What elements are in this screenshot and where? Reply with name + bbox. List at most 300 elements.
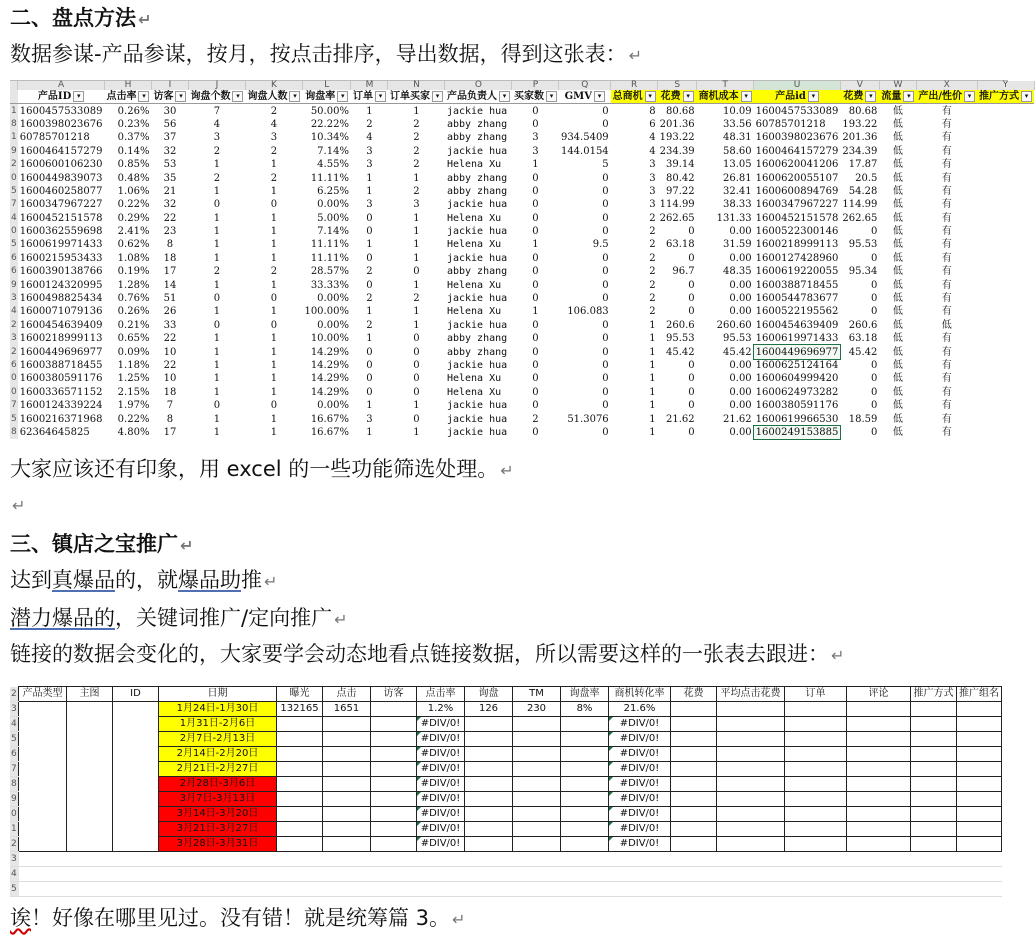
table-cell bbox=[957, 792, 1002, 807]
table-cell: 低 bbox=[892, 319, 903, 331]
table-cell: 39.14 bbox=[666, 159, 695, 171]
table-cell: 26 bbox=[163, 306, 177, 318]
table-cell bbox=[19, 702, 67, 717]
text-segment: 推 bbox=[241, 568, 262, 592]
filter-dropdown-icon[interactable]: ▾ bbox=[741, 91, 752, 102]
table-cell: 14.29% bbox=[310, 346, 349, 358]
table-cell bbox=[785, 762, 847, 777]
table-cell: 1600624973282 bbox=[755, 386, 839, 398]
table-cell bbox=[19, 822, 67, 837]
table-cell: 20.5 bbox=[855, 172, 878, 184]
table-cell: 0.00 bbox=[729, 226, 752, 238]
table-cell bbox=[785, 822, 847, 837]
table-cell: 0.85% bbox=[117, 159, 150, 171]
table-cell: 10.34% bbox=[310, 132, 349, 144]
header-cell bbox=[512, 90, 559, 104]
table-cell: 1 bbox=[649, 413, 656, 425]
table-row bbox=[10, 717, 1002, 732]
table-cell bbox=[957, 837, 1002, 852]
table-cell bbox=[19, 867, 67, 882]
table-cell: 0 bbox=[532, 118, 539, 130]
table-cell: 0 bbox=[532, 105, 539, 117]
column-letter: Q bbox=[559, 81, 611, 90]
table-cell: 有 bbox=[941, 239, 952, 251]
table-cell bbox=[671, 852, 717, 867]
table-cell bbox=[717, 717, 785, 732]
table-cell bbox=[957, 852, 1002, 867]
table-row bbox=[10, 345, 1034, 358]
table-cell: 260.6 bbox=[848, 319, 878, 331]
table-cell: 0.37% bbox=[117, 132, 150, 144]
table-cell: 1600449839073 bbox=[19, 172, 103, 184]
table-cell: jackie hua bbox=[446, 145, 508, 157]
table-cell: 0.00 bbox=[729, 252, 752, 264]
table-cell bbox=[513, 717, 561, 732]
table-cell bbox=[67, 882, 113, 897]
table-cell: 201.36 bbox=[842, 132, 878, 144]
table-cell: 0.23% bbox=[117, 118, 150, 130]
table-cell: Helena Xu bbox=[446, 239, 502, 251]
table-cell bbox=[671, 822, 717, 837]
table-cell: 0 bbox=[871, 400, 878, 412]
table-cell bbox=[277, 807, 323, 822]
table-cell: 4 bbox=[649, 132, 656, 144]
table-cell: 0.00 bbox=[729, 426, 752, 438]
table-cell: 114.99 bbox=[842, 199, 878, 211]
table-cell: 3 bbox=[649, 172, 656, 184]
table-cell: 有 bbox=[941, 252, 952, 264]
header-cell bbox=[658, 90, 697, 104]
table-cell: 1600457533089 bbox=[19, 105, 103, 117]
header-label: 总商机 bbox=[612, 91, 643, 103]
table-cell: 2 bbox=[532, 413, 539, 425]
table-cell bbox=[417, 852, 465, 867]
table-cell bbox=[323, 852, 371, 867]
table-cell bbox=[671, 882, 717, 897]
table-cell: 1.25% bbox=[117, 373, 150, 385]
table-cell: 0 bbox=[688, 400, 695, 412]
table-cell bbox=[277, 837, 323, 852]
table-cell: 0 bbox=[602, 319, 609, 331]
table-cell: 0.00 bbox=[729, 373, 752, 385]
table-cell: 4.55% bbox=[317, 159, 349, 171]
table-cell bbox=[911, 747, 957, 762]
table-cell bbox=[785, 717, 847, 732]
row-number: 5 bbox=[10, 238, 18, 251]
table-cell bbox=[513, 852, 561, 867]
text-segment: ，关键词推广/定向推广 bbox=[115, 606, 333, 630]
table-row bbox=[10, 732, 1002, 747]
table-row bbox=[10, 104, 1034, 118]
table-cell: 234.39 bbox=[659, 145, 695, 157]
table-cell bbox=[977, 238, 1034, 251]
table-cell: 21.6% bbox=[609, 702, 671, 717]
table-cell: 0 bbox=[602, 252, 609, 264]
filter-dropdown-icon[interactable]: ▾ bbox=[73, 91, 84, 102]
header-cell: 曝光 bbox=[277, 687, 323, 702]
table-cell: 0 bbox=[532, 185, 539, 197]
table-cell bbox=[113, 882, 159, 897]
table-cell: 1600347967227 bbox=[19, 199, 103, 211]
table-cell: 0 bbox=[871, 226, 878, 238]
filter-dropdown-icon[interactable]: ▾ bbox=[499, 91, 510, 102]
table-cell bbox=[371, 837, 417, 852]
table-cell: 1 bbox=[213, 159, 221, 171]
table-cell: 2 bbox=[649, 279, 656, 291]
table-cell bbox=[785, 867, 847, 882]
table-cell bbox=[19, 882, 67, 897]
table-cell bbox=[19, 777, 67, 792]
table-cell bbox=[561, 822, 609, 837]
table-cell bbox=[113, 732, 159, 747]
table-cell: 3 bbox=[270, 132, 278, 144]
table-cell bbox=[277, 792, 323, 807]
row-number: 3 bbox=[10, 852, 19, 867]
table-cell: 97.22 bbox=[666, 185, 695, 197]
table-cell: 有 bbox=[941, 279, 952, 291]
table-cell: 45.42 bbox=[723, 346, 752, 358]
filter-dropdown-icon[interactable]: ▾ bbox=[337, 91, 348, 102]
table-cell: 262.65 bbox=[842, 212, 878, 224]
table-cell: 0.48% bbox=[117, 172, 150, 184]
table-cell: 1600619966530 bbox=[755, 413, 839, 425]
table-cell: 0 bbox=[688, 426, 695, 438]
table-cell: 2 bbox=[366, 293, 373, 305]
table-cell: 1600454639409 bbox=[19, 319, 103, 331]
row-number: 8 bbox=[10, 426, 18, 439]
table-row bbox=[10, 238, 1034, 251]
table-cell: 1 bbox=[213, 333, 221, 345]
table-cell: 3 bbox=[213, 132, 221, 144]
table-cell: 1 bbox=[270, 185, 278, 197]
table-cell bbox=[159, 852, 277, 867]
table-cell: 0 bbox=[602, 199, 609, 211]
table-cell bbox=[417, 882, 465, 897]
table-cell bbox=[847, 747, 911, 762]
table-cell: 1 bbox=[213, 386, 221, 398]
table-cell: 1600460258077 bbox=[19, 185, 103, 197]
table-cell bbox=[371, 717, 417, 732]
table-cell: #DIV/0! bbox=[417, 717, 465, 732]
column-letter: I bbox=[151, 81, 188, 90]
header-cell: 评论 bbox=[847, 687, 911, 702]
table-cell bbox=[513, 747, 561, 762]
table-cell bbox=[977, 145, 1034, 158]
table-cell: 3 bbox=[366, 145, 373, 157]
table-cell: jackie hua bbox=[446, 413, 508, 425]
table-cell bbox=[277, 762, 323, 777]
table-cell bbox=[847, 762, 911, 777]
filter-dropdown-icon[interactable]: ▾ bbox=[432, 91, 443, 102]
row-number: 8 bbox=[10, 777, 19, 792]
table-cell bbox=[977, 386, 1034, 399]
table-cell bbox=[371, 732, 417, 747]
header-cell bbox=[18, 90, 105, 104]
filter-dropdown-icon[interactable]: ▾ bbox=[138, 91, 149, 102]
table-cell: 1.97% bbox=[117, 400, 150, 412]
table-cell bbox=[277, 882, 323, 897]
table-cell: 0 bbox=[532, 426, 539, 438]
header-cell bbox=[916, 90, 977, 104]
table-cell: 0.26% bbox=[117, 306, 150, 318]
table-cell bbox=[785, 807, 847, 822]
table-row bbox=[10, 359, 1034, 372]
tracking-spreadsheet bbox=[10, 686, 1007, 894]
table-cell: 低 bbox=[892, 132, 903, 144]
product-data-table bbox=[10, 81, 1035, 439]
table-row bbox=[10, 171, 1034, 184]
section-heading-3 bbox=[10, 530, 193, 560]
row-number: 6 bbox=[10, 359, 18, 372]
paragraph-mark: ↵ bbox=[452, 910, 466, 929]
table-cell: 3 bbox=[366, 413, 373, 425]
table-cell bbox=[277, 867, 323, 882]
filter-dropdown-icon[interactable]: ▾ bbox=[546, 91, 557, 102]
table-cell: 95.53 bbox=[848, 239, 878, 251]
table-cell bbox=[19, 717, 67, 732]
table-cell bbox=[977, 372, 1034, 385]
filter-dropdown-icon[interactable]: ▾ bbox=[175, 91, 186, 102]
paragraph-mark: ↵ bbox=[264, 572, 278, 591]
table-cell: 0.00% bbox=[317, 199, 349, 211]
table-cell bbox=[911, 882, 957, 897]
table-cell: 1 bbox=[366, 105, 373, 117]
underlined-term: 潜力爆品的 bbox=[10, 606, 115, 630]
table-cell: #DIV/0! bbox=[417, 747, 465, 762]
date-cell: 3月21日-3月27日 bbox=[159, 822, 277, 837]
table-cell bbox=[785, 882, 847, 897]
header-label: 产品id bbox=[775, 91, 806, 103]
underlined-term: 真爆品 bbox=[52, 568, 115, 592]
table-cell: 低 bbox=[892, 360, 903, 371]
table-cell bbox=[19, 837, 67, 852]
table-cell: 7 bbox=[166, 400, 174, 412]
column-letter: N bbox=[388, 81, 445, 90]
table-cell: 14 bbox=[163, 279, 177, 291]
table-cell: 低 bbox=[892, 239, 903, 251]
table-cell bbox=[847, 702, 911, 717]
table-cell: 1 bbox=[649, 373, 656, 385]
filter-dropdown-icon[interactable]: ▾ bbox=[375, 91, 386, 102]
table-cell: 0 bbox=[688, 373, 695, 385]
table-cell: 1600215953433 bbox=[19, 252, 103, 264]
filter-dropdown-icon[interactable]: ▾ bbox=[964, 91, 975, 102]
filter-dropdown-icon[interactable]: ▾ bbox=[594, 91, 605, 102]
spellcheck-word: 诶 bbox=[10, 906, 31, 930]
table-cell: 1600218999113 bbox=[755, 239, 839, 251]
filter-dropdown-icon[interactable]: ▾ bbox=[289, 91, 300, 102]
table-cell: 0 bbox=[270, 199, 278, 211]
table-cell: abby zhang bbox=[446, 333, 508, 345]
table-cell bbox=[977, 426, 1034, 439]
header-label: 订单 bbox=[352, 91, 373, 103]
table-cell: 有 bbox=[941, 212, 952, 224]
table-row bbox=[10, 319, 1034, 332]
table-cell: 17 bbox=[163, 426, 177, 438]
table-cell bbox=[671, 762, 717, 777]
table-cell: 1 bbox=[270, 159, 278, 171]
table-cell: jackie hua bbox=[446, 293, 508, 305]
table-cell bbox=[323, 837, 371, 852]
underlined-term: 爆品助 bbox=[178, 568, 241, 592]
row-number: 4 bbox=[10, 305, 18, 318]
table-cell: 2 bbox=[270, 172, 278, 184]
filter-dropdown-icon[interactable]: ▾ bbox=[645, 91, 656, 102]
table-cell bbox=[465, 762, 513, 777]
empty-paragraph bbox=[10, 490, 25, 520]
table-cell: 0 bbox=[532, 333, 539, 345]
table-cell: 2 bbox=[649, 239, 656, 251]
table-cell: 1600600894769 bbox=[755, 185, 839, 197]
header-cell: 推广方式 bbox=[911, 687, 957, 702]
table-cell bbox=[513, 822, 561, 837]
filter-dropdown-icon[interactable]: ▾ bbox=[683, 91, 694, 102]
table-cell: 有 bbox=[941, 426, 952, 438]
table-cell: 1600216371968 bbox=[19, 413, 103, 425]
table-cell bbox=[977, 305, 1034, 318]
header-label: 流量 bbox=[881, 91, 902, 103]
table-cell bbox=[323, 777, 371, 792]
table-cell: 80.42 bbox=[666, 172, 695, 184]
table-cell: 1600619971433 bbox=[755, 333, 839, 345]
table-cell: 0 bbox=[270, 293, 278, 305]
table-cell bbox=[323, 882, 371, 897]
table-cell: Helena Xu bbox=[446, 279, 502, 291]
filter-dropdown-icon[interactable]: ▾ bbox=[903, 91, 914, 102]
table-cell: 7.14% bbox=[317, 145, 349, 157]
filter-dropdown-icon[interactable]: ▾ bbox=[808, 91, 819, 102]
table-cell: 1600522195562 bbox=[755, 306, 839, 318]
table-cell: 0 bbox=[532, 172, 539, 184]
table-cell: 2 bbox=[270, 266, 278, 278]
table-cell: #DIV/0! bbox=[609, 762, 671, 777]
table-row bbox=[10, 426, 1034, 439]
table-cell bbox=[977, 225, 1034, 238]
table-row bbox=[10, 777, 1002, 792]
table-cell: 0 bbox=[532, 279, 539, 291]
header-cell: 询盘 bbox=[465, 687, 513, 702]
table-cell: 低 bbox=[892, 333, 903, 345]
table-cell: #DIV/0! bbox=[417, 822, 465, 837]
table-cell bbox=[717, 807, 785, 822]
table-cell: 1600071079136 bbox=[19, 306, 103, 318]
column-letter: X bbox=[916, 81, 977, 90]
table-cell bbox=[717, 867, 785, 882]
header-cell bbox=[188, 90, 245, 104]
header-cell bbox=[697, 90, 754, 104]
table-cell: 1 bbox=[366, 185, 373, 197]
table-cell: 有 bbox=[941, 266, 952, 278]
paragraph-mark: ↵ bbox=[500, 461, 514, 480]
table-cell bbox=[911, 822, 957, 837]
table-cell: 0 bbox=[602, 118, 609, 130]
table-cell: 0 bbox=[366, 360, 373, 371]
table-cell: 1 bbox=[213, 239, 221, 251]
header-label: 推广方式 bbox=[979, 91, 1020, 103]
table-cell: 100.00% bbox=[304, 306, 349, 318]
table-cell: jackie hua bbox=[446, 199, 508, 211]
table-cell: 1 bbox=[270, 386, 278, 398]
table-cell: 0 bbox=[871, 252, 878, 264]
table-cell bbox=[977, 319, 1034, 332]
table-cell: 1 bbox=[366, 333, 373, 345]
row-number: 2 bbox=[10, 687, 19, 702]
row-number: 7 bbox=[10, 198, 18, 211]
date-cell: 1月24日-1月30日 bbox=[159, 702, 277, 717]
table-cell: 有 bbox=[941, 400, 952, 412]
row-number: 0 bbox=[10, 807, 19, 822]
table-cell bbox=[785, 852, 847, 867]
row-number: 6 bbox=[10, 747, 19, 762]
table-cell bbox=[513, 867, 561, 882]
table-cell: 有 bbox=[941, 360, 952, 371]
table-cell bbox=[911, 732, 957, 747]
line-tracking bbox=[10, 640, 844, 670]
header-cell bbox=[879, 90, 916, 104]
table-cell bbox=[785, 792, 847, 807]
table-row bbox=[10, 412, 1034, 425]
header-cell: 推广组名 bbox=[957, 687, 1002, 702]
table-cell: 63.18 bbox=[848, 333, 878, 345]
table-cell: 6 bbox=[649, 118, 656, 130]
table-cell: 1.06% bbox=[117, 185, 150, 197]
heading-text: 三、镇店之宝推广 bbox=[10, 532, 178, 556]
header-cell: 花费 bbox=[671, 687, 717, 702]
table-cell bbox=[561, 732, 609, 747]
table-cell: 144.0154 bbox=[560, 145, 609, 157]
table-cell bbox=[561, 867, 609, 882]
table-cell bbox=[113, 747, 159, 762]
table-cell bbox=[847, 732, 911, 747]
filter-dropdown-icon[interactable]: ▾ bbox=[865, 91, 876, 102]
column-letter: H bbox=[104, 81, 151, 90]
table-cell bbox=[113, 777, 159, 792]
table-cell: 1600127428960 bbox=[755, 252, 839, 264]
table-cell: 10 bbox=[163, 346, 177, 358]
table-cell: 0 bbox=[413, 386, 420, 398]
table-cell: 95.53 bbox=[723, 333, 752, 345]
table-cell: 1 bbox=[366, 172, 373, 184]
table-cell: #DIV/0! bbox=[417, 762, 465, 777]
table-cell: 1600452151578 bbox=[755, 212, 839, 224]
table-cell: jackie hua bbox=[446, 360, 508, 371]
table-cell: 2.41% bbox=[117, 226, 150, 238]
table-cell bbox=[561, 777, 609, 792]
table-cell bbox=[159, 867, 277, 882]
header-cell: 日期 bbox=[159, 687, 277, 702]
table-row bbox=[10, 198, 1034, 211]
table-cell: #DIV/0! bbox=[417, 777, 465, 792]
table-cell: jackie hua bbox=[446, 400, 508, 412]
table-cell: 80.68 bbox=[848, 105, 878, 117]
table-cell: 0 bbox=[602, 185, 609, 197]
table-cell: 有 bbox=[941, 185, 952, 197]
table-cell: 0.00 bbox=[729, 386, 752, 398]
table-row bbox=[10, 305, 1034, 318]
table-cell bbox=[717, 882, 785, 897]
table-cell: 有 bbox=[941, 226, 952, 238]
table-row bbox=[10, 185, 1034, 198]
table-cell: 1 bbox=[413, 105, 420, 117]
filter-dropdown-icon[interactable]: ▾ bbox=[232, 91, 243, 102]
paragraph-mark: ↵ bbox=[831, 646, 845, 665]
table-cell: 1600380591176 bbox=[19, 373, 103, 385]
table-cell bbox=[847, 717, 911, 732]
paragraph-mark: ↵ bbox=[12, 496, 26, 515]
filter-dropdown-icon[interactable]: ▾ bbox=[1021, 91, 1032, 102]
table-cell: 2 bbox=[213, 145, 221, 157]
table-cell: 22 bbox=[163, 360, 177, 371]
